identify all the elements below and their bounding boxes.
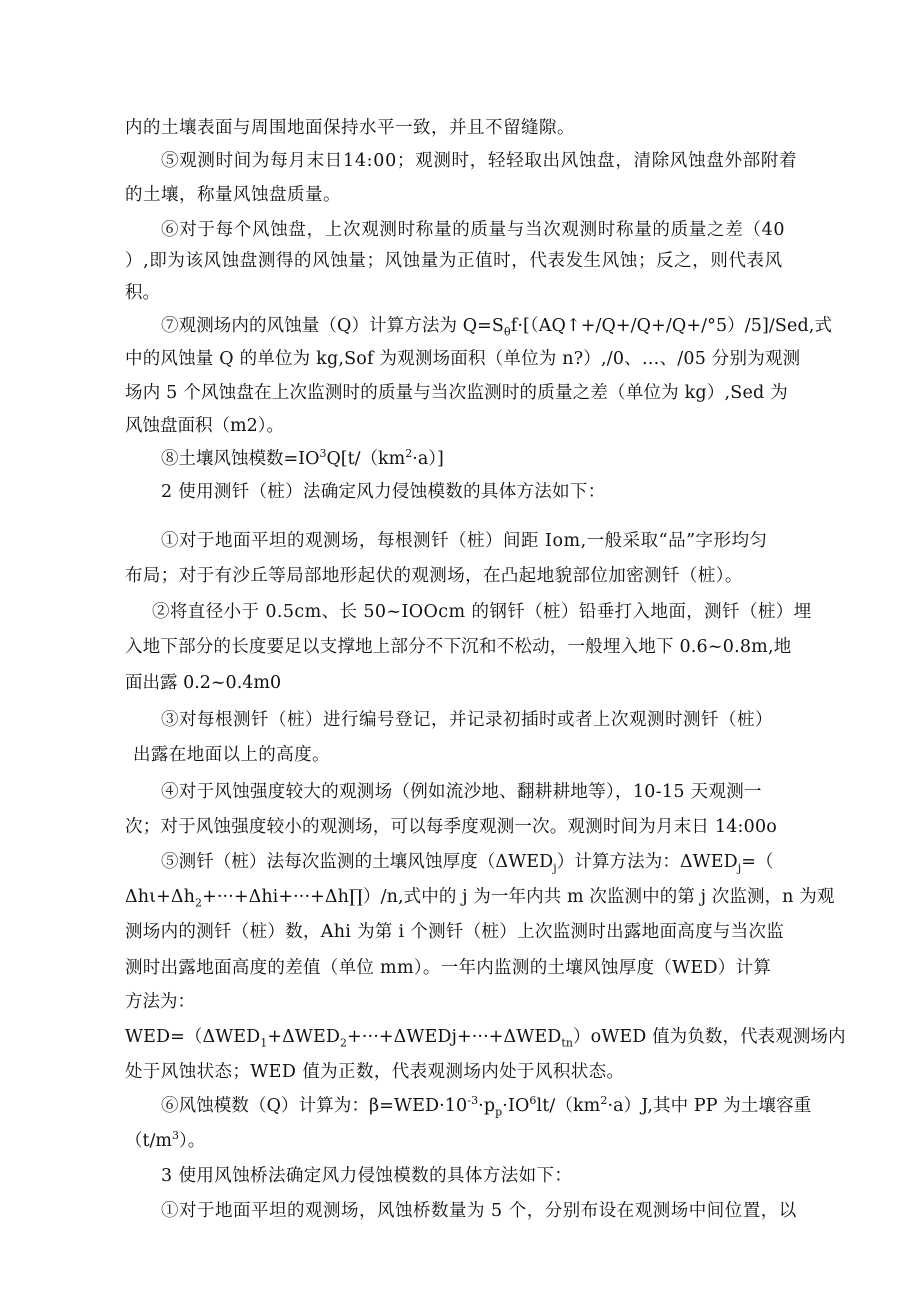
text-line: ⑥对于每个风蚀盘，上次观测时称量的质量与当次观测时称量的质量之差（40 [161,220,786,240]
text-line: ①对于地面平坦的观测场，每根测钎（桩）间距 Iom,一般采取“品”字形均匀 [161,531,768,551]
text-line: ⑥风蚀模数（Q）计算为：$\beta=WED\cdot 10^{-3}\cdot p_p\cdot IO^6lt∕(km^2\cdot a)J$,其中 PP 为土壤容重 [161,1094,812,1119]
text-line: ①对于地面平坦的观测场，风蚀桥数量为 5 个，分别布设在观测场中间位置，以 [161,1201,797,1221]
text-line: 2 使用测钎（桩）法确定风力侵蚀模数的具体方法如下： [161,482,606,502]
text-line: ⑤观测时间为每月末日14:00；观测时，轻轻取出风蚀盘，清除风蚀盘外部附着 [161,151,798,171]
text-line: 处于风蚀状态；WED 值为正数，代表观测场内处于风积状态。 [125,1062,625,1082]
text-line: 次；对于风蚀强度较小的观测场，可以每季度观测一次。观测时间为月末日 14:00o [125,817,778,837]
text-line: ⑧土壤风蚀模数$=IO^3Q[t∕(km^2\cdot a)]$ [161,447,444,469]
text-line: 风蚀盘面积（m2）。 [125,416,284,436]
text-line: 积。 [125,283,160,303]
text-line: 方法为： [125,992,195,1012]
text-line: 中的风蚀量 Q 的单位为 kg,Sof 为观测场面积（单位为 n?）,/0、…、/05 分别为观测 [125,349,801,369]
text-line: ⑦观测场内的风蚀量（Q）计算方法为 $Q=S_\theta f\cdot[(AQ↑+/Q+/Q+/Q+/^\circ 5)/5]∕Sed$,式 [161,316,833,339]
text-line: 入地下部分的长度要足以支撑地上部分不下沉和不松动，一般埋入地下 0.6~0.8m,地 [125,637,792,657]
text-line: 测场内的测钎（桩）数，Ahi 为第 i 个测钎（桩）上次监测时出露地面高度与当次监 [125,922,785,942]
text-line: ⑤测钎（桩）法每次监测的土壤风蚀厚度$(\Delta WED_j)$计算方法为：$\Delta WED_j=$（ [161,852,774,875]
text-line: $WED=(\Delta WED_1+\Delta WED_2+\cdot\cdot\cdot+\Delta WEDj+\cdot\cdot\cdot+\Delta WED_{tn})oWED$ 值为负数，代表观测场内 [125,1027,846,1050]
text-line: ②将直径小于 0.5cm、长 50~IOOcm 的钢钎（桩）铅垂打入地面，测钎（桩）埋 [152,602,812,622]
text-line: $(t∕m^3)$。 [125,1129,206,1151]
text-line: ③对每根测钎（桩）进行编号登记，并记录初插时或者上次观测时测钎（桩） [161,710,773,730]
text-line: 场内 5 个风蚀盘在上次监测时的质量与当次监测时的质量之差（单位为 kg）,Sed 为 [125,383,788,403]
text-line: 测时出露地面高度的差值（单位 mm）。一年内监测的土壤风蚀厚度（WED）计算 [125,958,772,978]
text-line: 布局；对于有沙丘等局部地形起伏的观测场，在凸起地貌部位加密测钎（桩）。 [125,566,743,586]
text-line: 内的土壤表面与周围地面保持水平一致，并且不留缝隙。 [125,118,575,138]
text-line: $\Delta h\iota+\Delta h_2+\cdot\cdot\cdot+\Delta hi+\cdot\cdot\cdot+\Delta h\prod)/n$,式中的 j 为一年内共 m 次监测中的第 j 次监测，n 为观 [125,887,835,910]
text-line: 3 使用风蚀桥法确定风力侵蚀模数的具体方法如下： [161,1166,573,1186]
text-line: 出露在地面以上的高度。 [133,745,330,765]
text-line: ）,即为该风蚀盘测得的风蚀量；风蚀量为正值时，代表发生风蚀；反之，则代表风 [125,251,783,271]
text-line: 的土壤，称量风蚀盘质量。 [125,185,341,205]
text-line: ④对于风蚀强度较大的观测场（例如流沙地、翻耕耕地等），10-15 天观测一 [161,782,762,802]
text-line: 面出露 0.2~0.4m0 [125,673,282,693]
